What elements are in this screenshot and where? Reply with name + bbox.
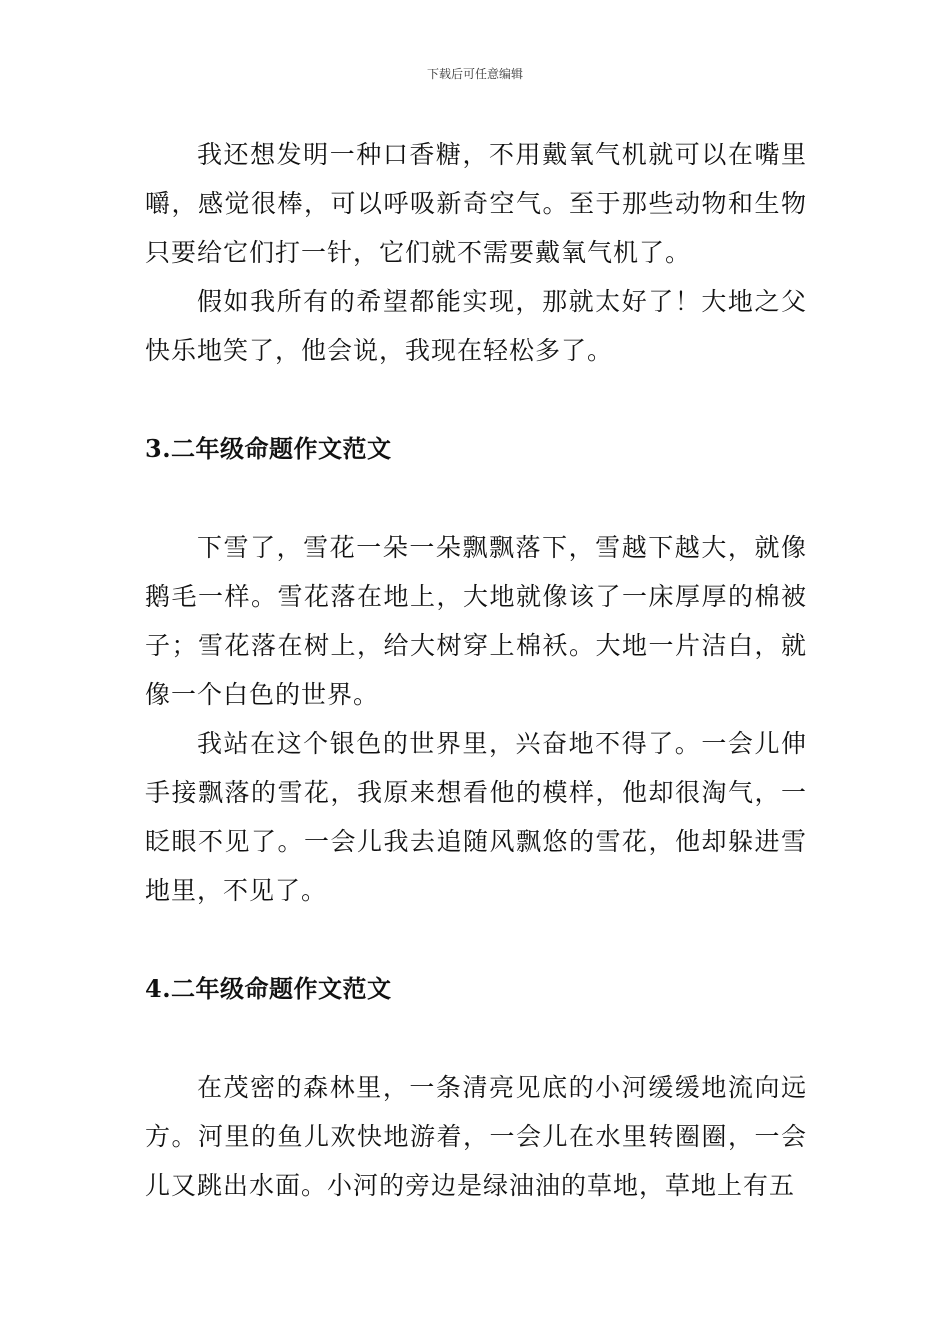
paragraph: 在茂密的森林里，一条清亮见底的小河缓缓地流向远方。河里的鱼儿欢快地游着，一会儿在水里转圈圈，一会儿又跳出水面。小河的旁边是绿油油的草地，草地上有五 [145,1073,807,1200]
paragraph: 我还想发明一种口香糖，不用戴氧气机就可以在嘴里嚼，感觉很棒，可以呼吸新奇空气。至于那些动物和生物只要给它们打一针，它们就不需要戴氧气机了。 [145,140,807,267]
section-title: 3.二年级命题作文范文 [145,434,392,463]
document-body [145,130,807,1210]
paragraph: 我站在这个银色的世界里，兴奋地不得了。一会儿伸手接飘落的雪花，我原来想看他的模样，他却很淘气，一眨眼不见了。一会儿我去追随风飘悠的雪花，他却躲进雪地里，不见了。 [145,729,807,905]
section-title: 4.二年级命题作文范文 [145,974,392,1003]
paragraph: 下雪了，雪花一朵一朵飘飘落下，雪越下越大，就像鹅毛一样。雪花落在地上，大地就像该了一床厚厚的棉被子；雪花落在树上，给大树穿上棉袄。大地一片洁白，就像一个白色的世界。 [145,533,807,709]
page-header: 下载后可任意编辑 [426,67,523,81]
paragraph: 假如我所有的希望都能实现，那就太好了！大地之父快乐地笑了，他会说，我现在轻松多了。 [145,287,807,365]
